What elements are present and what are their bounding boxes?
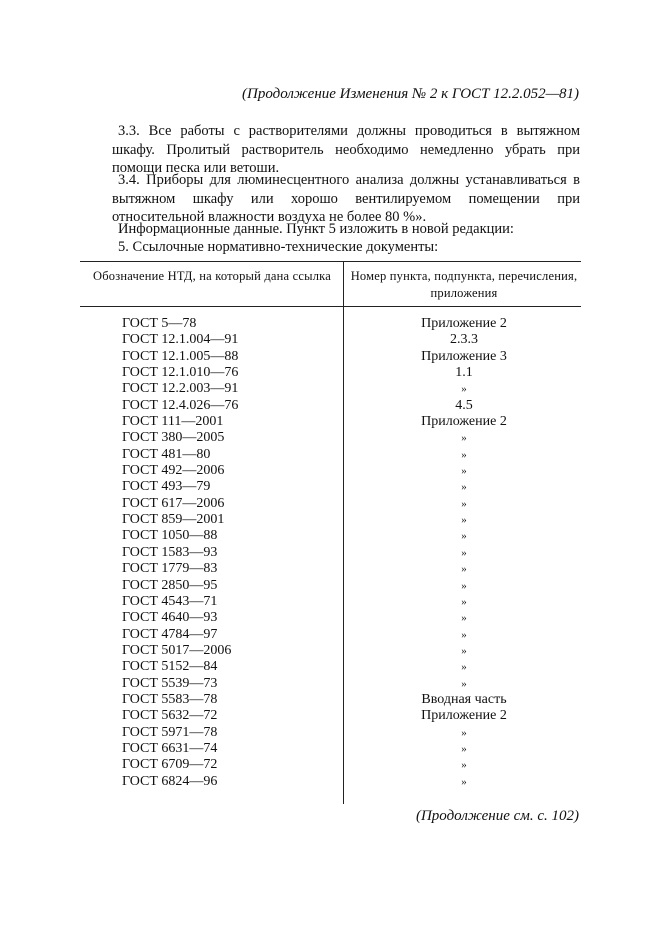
clause-number: Приложение 2: [421, 316, 507, 331]
table-row: [80, 774, 581, 790]
ntd-designation: ГОСТ 12.1.004—91: [122, 332, 239, 348]
ntd-designation: ГОСТ 6709—72: [122, 757, 218, 773]
table-row: [80, 332, 581, 348]
clause-number: »: [461, 612, 467, 625]
ntd-designation: ГОСТ 380—2005: [122, 430, 225, 446]
ntd-designation: ГОСТ 2850—95: [122, 577, 218, 593]
table-row: [80, 676, 581, 692]
table-row: [80, 528, 581, 544]
clause-number: »: [461, 546, 467, 559]
ntd-designation: ГОСТ 5583—78: [122, 691, 218, 707]
clause-number: Приложение 2: [421, 708, 507, 724]
ntd-designation: ГОСТ 5632—72: [122, 708, 218, 724]
clause-number: »: [461, 579, 467, 592]
table-row: [80, 561, 581, 577]
clause-number: Приложение 3: [421, 348, 507, 364]
clause-number: »: [461, 726, 467, 739]
ntd-designation: ГОСТ 5971—78: [122, 724, 218, 740]
clause-number: »: [461, 759, 467, 772]
clause-number: Вводная часть: [421, 691, 507, 707]
ntd-designation: ГОСТ 1583—93: [122, 544, 218, 560]
continuation-note: (Продолжение см. с. 102): [415, 808, 579, 824]
ntd-designation: ГОСТ 12.4.026—76: [122, 397, 239, 413]
clause-number: 1.1: [455, 365, 473, 381]
clause-number: »: [461, 514, 467, 527]
ntd-designation: ГОСТ 4640—93: [122, 610, 218, 626]
table-row: [80, 757, 581, 773]
table-row: [80, 578, 581, 594]
table-row: [80, 430, 581, 446]
clause-number: »: [461, 448, 467, 461]
table-body: [80, 316, 581, 790]
paragraph-3-4: 3.4. Приборы для люминесцентного анализа должны устанавливаться в вытяжном шкафу или хорошо вентилируемом помещении при относительной влажности воздуха не более 80 %».: [112, 172, 580, 225]
table-row: [80, 594, 581, 610]
table-row: [80, 725, 581, 741]
ntd-designation: ГОСТ 5017—2006: [122, 642, 232, 658]
clause-number: »: [461, 595, 467, 608]
ntd-designation: ГОСТ 6631—74: [122, 740, 218, 756]
table-header-rule: [80, 306, 581, 307]
clause-number: Приложение 2: [421, 414, 507, 430]
ntd-designation: ГОСТ 617—2006: [122, 495, 225, 511]
ntd-designation: ГОСТ 6824—96: [122, 773, 218, 789]
table-row: [80, 545, 581, 561]
table-row: [80, 512, 581, 528]
table-top-rule: [80, 261, 581, 262]
clause-number: »: [461, 661, 467, 674]
table-row: [80, 610, 581, 626]
ntd-designation: ГОСТ 492—2006: [122, 463, 225, 479]
table-row: [80, 708, 581, 724]
clause-number: »: [461, 497, 467, 510]
table-row: [80, 447, 581, 463]
table-row: [80, 627, 581, 643]
table-row: [80, 741, 581, 757]
clause-number: »: [461, 644, 467, 657]
ntd-designation: ГОСТ 859—2001: [122, 512, 225, 528]
paragraph-5: 5. Ссылочные нормативно-технические документы:: [118, 239, 439, 255]
clause-number: »: [461, 432, 467, 445]
clause-number: »: [461, 628, 467, 641]
ntd-designation: ГОСТ 1050—88: [122, 528, 218, 544]
ntd-designation: ГОСТ 12.2.003—91: [122, 381, 239, 397]
paragraph-info-data: Информационные данные. Пункт 5 изложить в новой редакции:: [118, 221, 514, 237]
table-row: [80, 365, 581, 381]
ntd-designation: ГОСТ 5539—73: [122, 675, 218, 691]
table-row: [80, 692, 581, 708]
ntd-designation: ГОСТ 4784—97: [122, 626, 218, 642]
clause-number: »: [461, 563, 467, 576]
ntd-designation: ГОСТ 4543—71: [122, 593, 218, 609]
table-row: [80, 643, 581, 659]
ntd-designation: ГОСТ 111—2001: [122, 414, 224, 430]
table-header-clause: Номер пункта, подпункта, перечисления, приложения: [350, 269, 578, 300]
ntd-designation: ГОСТ 5152—84: [122, 659, 218, 675]
table-row: [80, 316, 581, 332]
table-row: [80, 398, 581, 414]
table-row: [80, 414, 581, 430]
amendment-reference: (Продолжение Изменения № 2 к ГОСТ 12.2.052—81): [242, 86, 579, 102]
clause-number: »: [461, 383, 467, 396]
clause-number: »: [461, 465, 467, 478]
ntd-designation: ГОСТ 12.1.005—88: [122, 348, 239, 364]
ntd-designation: ГОСТ 5—78: [122, 316, 197, 331]
clause-number: »: [461, 742, 467, 755]
ntd-designation: ГОСТ 12.1.010—76: [122, 365, 239, 381]
table-row: [80, 659, 581, 675]
table-row: [80, 381, 581, 397]
clause-number: »: [461, 530, 467, 543]
table-row: [80, 463, 581, 479]
clause-number: 2.3.3: [450, 332, 478, 348]
ntd-designation: ГОСТ 1779—83: [122, 561, 218, 577]
table-row: [80, 349, 581, 365]
clause-number: 4.5: [455, 397, 473, 413]
table-row: [80, 479, 581, 495]
table-row: [80, 496, 581, 512]
clause-number: »: [461, 775, 467, 788]
clause-number: »: [461, 677, 467, 690]
ntd-designation: ГОСТ 481—80: [122, 446, 211, 462]
clause-number: »: [461, 481, 467, 494]
paragraph-3-3: 3.3. Все работы с растворителями должны проводиться в вытяжном шкафу. Пролитый растворитель необходимо немедленно убрать при помощи песка или ветоши.: [112, 123, 580, 176]
table-header-document: Обозначение НТД, на который дана ссылка: [93, 269, 331, 283]
ntd-designation: ГОСТ 493—79: [122, 479, 211, 495]
